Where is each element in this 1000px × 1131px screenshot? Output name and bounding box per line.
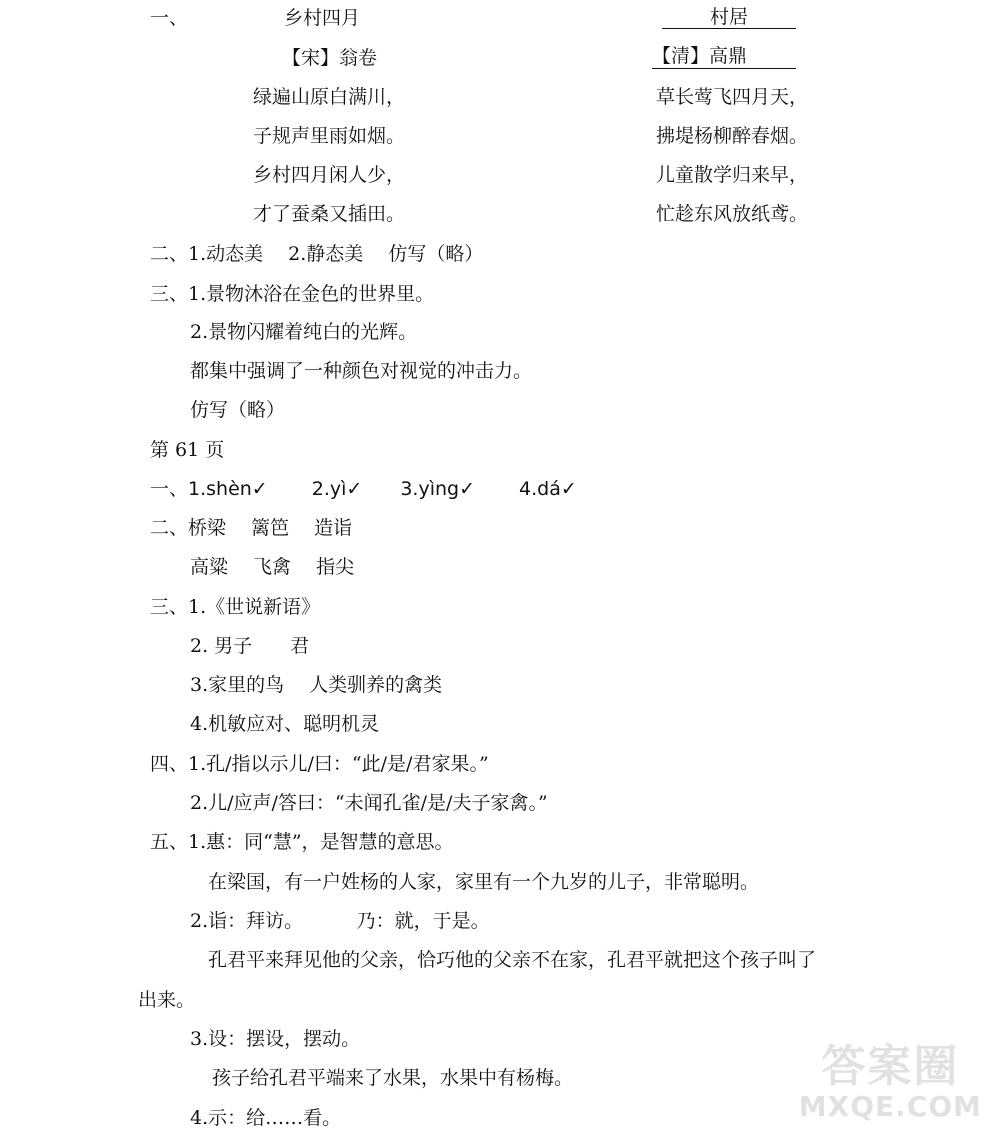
poem-author-right: 【清】高鼎 xyxy=(652,44,796,69)
answer-line: 2. 男子 君 xyxy=(190,635,310,657)
answer-line: 高粱 飞禽 指尖 xyxy=(190,556,355,578)
answer-line: 4.示：给……看。 xyxy=(190,1107,342,1129)
answer-line: 4.机敏应对、聪明机灵 xyxy=(190,713,380,735)
watermark-logo xyxy=(798,1041,982,1123)
poem-title-left: 乡村四月 xyxy=(284,7,361,29)
poem-line-left-1: 绿遍山原白满川， xyxy=(253,86,406,108)
poem-line-left-2: 子规声里雨如烟。 xyxy=(253,125,406,147)
watermark-top-text: 答案圈 xyxy=(821,1041,960,1092)
answer-line: 三、1.《世说新语》 xyxy=(150,596,321,618)
answer-line: 孔君平来拜见他的父亲，恰巧他的父亲不在家，孔君平就把这个孩子叫了 xyxy=(208,949,817,971)
answer-line: 3.家里的鸟 人类驯养的禽类 xyxy=(190,674,443,696)
page-number-heading: 第 61 页 xyxy=(150,439,225,461)
poem-line-right-1: 草长莺飞四月天， xyxy=(656,86,809,108)
poem-line-right-3: 儿童散学归来早， xyxy=(656,164,809,186)
watermark-bottom-text: MXQE.COM xyxy=(798,1090,982,1123)
poem-line-right-4: 忙趁东风放纸鸢。 xyxy=(656,203,809,225)
answer-line: 都集中强调了一种颜色对视觉的冲击力。 xyxy=(190,360,533,382)
answer-line: 在梁国，有一户姓杨的人家，家里有一个九岁的儿子，非常聪明。 xyxy=(208,871,760,893)
answer-line: 二、1.动态美 2.静态美 仿写（略） xyxy=(150,243,484,265)
answer-line: 2.诣：拜访。 乃：就，于是。 xyxy=(190,910,490,932)
answer-line: 二、桥梁 篱笆 造诣 xyxy=(150,517,353,539)
answer-line: 3.设：摆设，摆动。 xyxy=(190,1028,361,1050)
poem-line-left-3: 乡村四月闲人少， xyxy=(253,164,406,186)
section-label-one: 一、 xyxy=(150,7,189,29)
answer-line: 2.儿/应声/答曰：“未闻孔雀/是/夫子家禽。” xyxy=(190,792,548,814)
answer-line: 四、1.孔/指以示儿/曰：“此/是/君家果。” xyxy=(150,753,489,775)
answer-line: 五、1.惠：同“慧”，是智慧的意思。 xyxy=(150,831,454,853)
poem-author-left: 【宋】翁卷 xyxy=(282,47,378,69)
answer-line: 出来。 xyxy=(138,989,196,1011)
poem-title-right: 村居 xyxy=(662,6,796,29)
answer-line: 孩子给孔君平端来了水果，水果中有杨梅。 xyxy=(212,1067,574,1089)
answer-line: 三、1.景物沐浴在金色的世界里。 xyxy=(150,283,435,305)
poem-line-right-2: 拂堤杨柳醉春烟。 xyxy=(656,125,809,147)
answer-line: 仿写（略） xyxy=(190,399,286,421)
answer-line-pinyin: 一、1.shèn✓ 2.yì✓ 3.yìng✓ 4.dá✓ xyxy=(150,478,577,500)
answer-line: 2.景物闪耀着纯白的光辉。 xyxy=(190,321,418,343)
poem-line-left-4: 才了蚕桑又插田。 xyxy=(253,203,406,225)
